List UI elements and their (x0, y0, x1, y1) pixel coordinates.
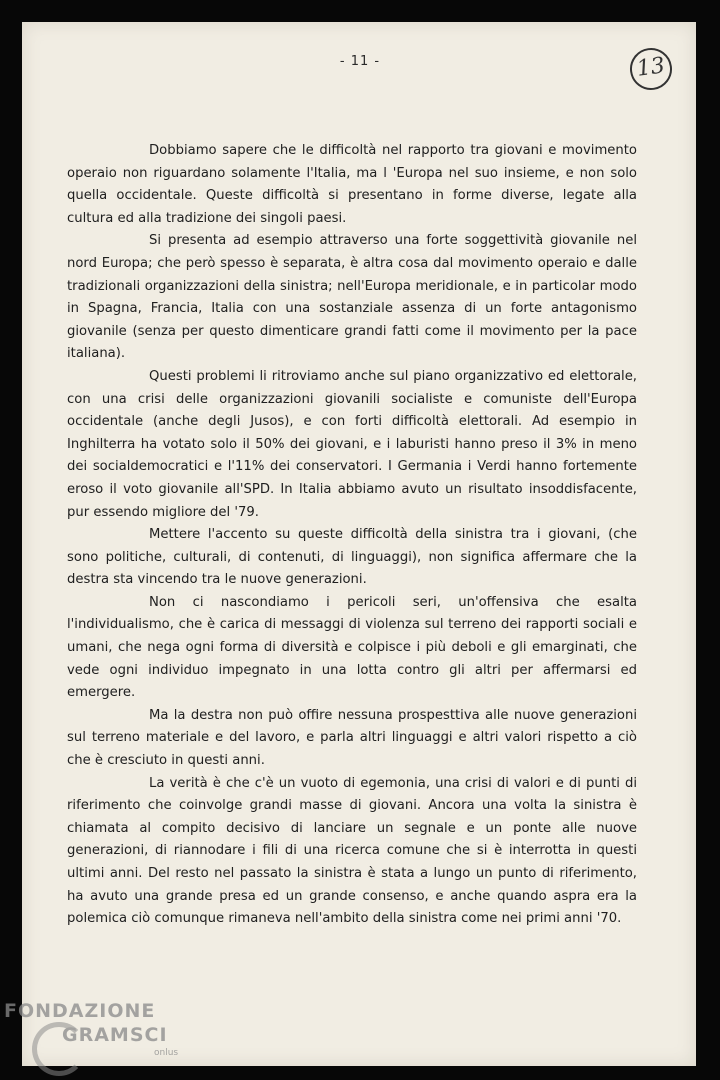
watermark-line-3: onlus (154, 1048, 179, 1058)
watermark-line-2: GRAMSCI (62, 1024, 168, 1046)
paragraph: Si presenta ad esempio attraverso una forte soggettività giovanile nel nord Europa; che però spesso è separata, è altra cosa dal movimento operaio e dalle tradizionali organizzazioni della sinistra; nell'Europa meridionale, e in particolar modo in Spagna, Francia, Italia con una sostanziale assenza di un forte antagonismo giovanile (senza per questo dimenticare grandi fatti come il movimento per la pace italiana). (67, 233, 637, 362)
paragraph: Ma la destra non può offire nessuna prospesttiva alle nuove generazioni sul terreno materiale e del lavoro, e parla altri linguaggi e altri valori rispetto a ciò che è cresciuto in questi anni. (67, 707, 637, 769)
paragraph: Dobbiamo sapere che le difficoltà nel rapporto tra giovani e movimento operaio non riguardano solamente l'Italia, ma l 'Europa nel suo insieme, e non solo quella occidentale. Queste difficoltà si presentano in forme diverse, legate alla cultura ed alla tradizione dei singoli paesi. (67, 143, 637, 226)
page-header (0, 0, 720, 100)
paragraph: Questi problemi li ritroviamo anche sul piano organizzativo ed elettorale, con una crisi delle organizzazioni giovanili socialiste e comuniste dell'Europa occidentale (anche degli Jusos), e con forti difficoltà elettorali. Ad esempio in Inghilterra ha votato solo il 50% dei giovani, e i laburisti hanno preso il 3% in meno dei socialdemocratici e l'11% dei conservatori. I Germania i Verdi hanno fortemente eroso il voto giovanile all'SPD. In Italia abbiamo avuto un risultato insoddisfacente, pur essendo migliore del '79. (67, 368, 637, 520)
paragraph: La verità è che c'è un vuoto di egemonia, una crisi di valori e di punti di riferimento che coinvolge grandi masse di giovani. Ancora una volta la sinistra è chiamata al compito decisivo di lanciare un segnale e un ponte alle nuove generazioni, di riannodare i fili di una ricerca comune che si è interrotta in questi ultimi anni. Del resto nel passato la sinistra è stata a lungo un punto di riferimento, ha avuto una grande presa ed un grande consenso, e anche quando aspra era la polemica ciò comunque rimaneva nell'ambito della sinistra come nei primi anni '70. (67, 775, 637, 927)
watermark-line-1: FONDAZIONE (4, 1000, 156, 1022)
handwritten-folio-number: 13 (627, 45, 674, 92)
paragraph: Mettere l'accento su queste difficoltà della sinistra tra i giovani, (che sono politiche, culturali, di contenuti, di linguaggi), non significa affermare che la destra sta vincendo tra le nuove generazioni. (67, 527, 637, 588)
body-text (67, 140, 637, 931)
page-number: - 11 - (339, 54, 381, 69)
fondazione-gramsci-watermark (4, 1000, 194, 1074)
paragraph: Non ci nascondiamo i pericoli seri, un'offensiva che esalta l'individualismo, che è carica di messaggi di violenza sul terreno dei rapporti sociali e umani, che nega ogni forma di diversità e colpisce i più deboli e gli emarginati, che vede ogni individuo impegnato in una lotta contro gli altri per affermarsi ed emergere. (67, 594, 637, 701)
